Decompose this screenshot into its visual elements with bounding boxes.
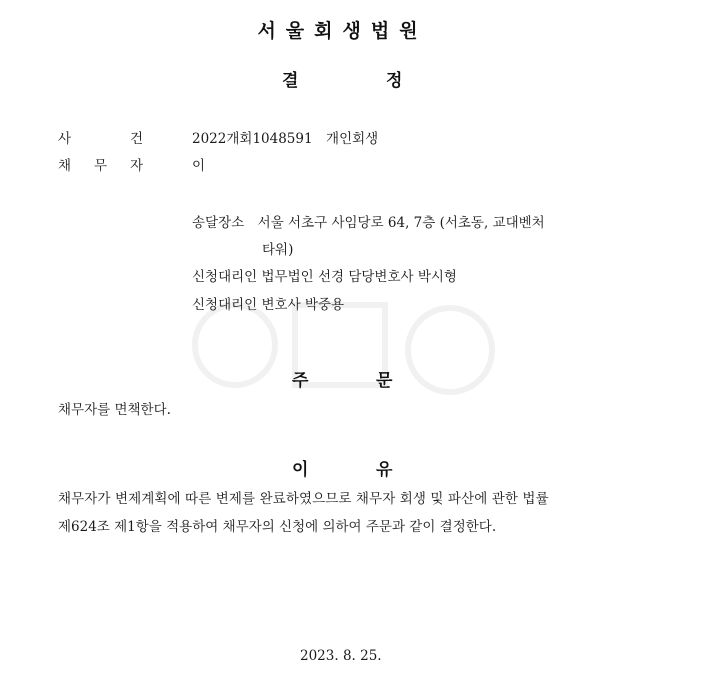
delivery-address-line2: 타워) xyxy=(262,242,294,258)
order-heading-right: 문 xyxy=(376,371,393,391)
case-number: 2022개회1048591 개인회생 xyxy=(192,131,379,147)
agent-line-2: 신청대리인 변호사 박중용 xyxy=(192,297,345,313)
reason-text-line2: 제624조 제1항을 적용하여 채무자의 신청에 의하여 주문과 같이 결정한다. xyxy=(58,519,497,535)
reason-heading-left: 이 xyxy=(292,460,309,480)
delivery-address-line1: 송달장소 서울 서초구 사임당로 64, 7층 (서초동, 교대벤처 xyxy=(192,215,545,231)
order-heading-left: 주 xyxy=(292,371,309,391)
debtor-label-2: 무 xyxy=(94,158,108,174)
debtor-label-1: 채 xyxy=(58,158,72,174)
reason-heading-right: 유 xyxy=(376,460,393,480)
doc-type-right: 정 xyxy=(386,71,403,91)
case-label-1: 사 xyxy=(58,131,72,147)
agent-line-1: 신청대리인 법무법인 선경 담당변호사 박시형 xyxy=(192,269,457,285)
decision-date: 2023. 8. 25. xyxy=(300,648,382,664)
debtor-name: 이 xyxy=(192,158,206,174)
debtor-label-3: 자 xyxy=(130,158,144,174)
reason-text-line1: 채무자가 변제계획에 따른 변제를 완료하였으므로 채무자 회생 및 파산에 관한 법률 xyxy=(58,491,549,507)
order-text: 채무자를 면책한다. xyxy=(58,402,171,418)
case-label-2: 건 xyxy=(130,131,144,147)
court-name: 서울회생법원 xyxy=(257,20,428,42)
doc-type-left: 결 xyxy=(282,71,299,91)
